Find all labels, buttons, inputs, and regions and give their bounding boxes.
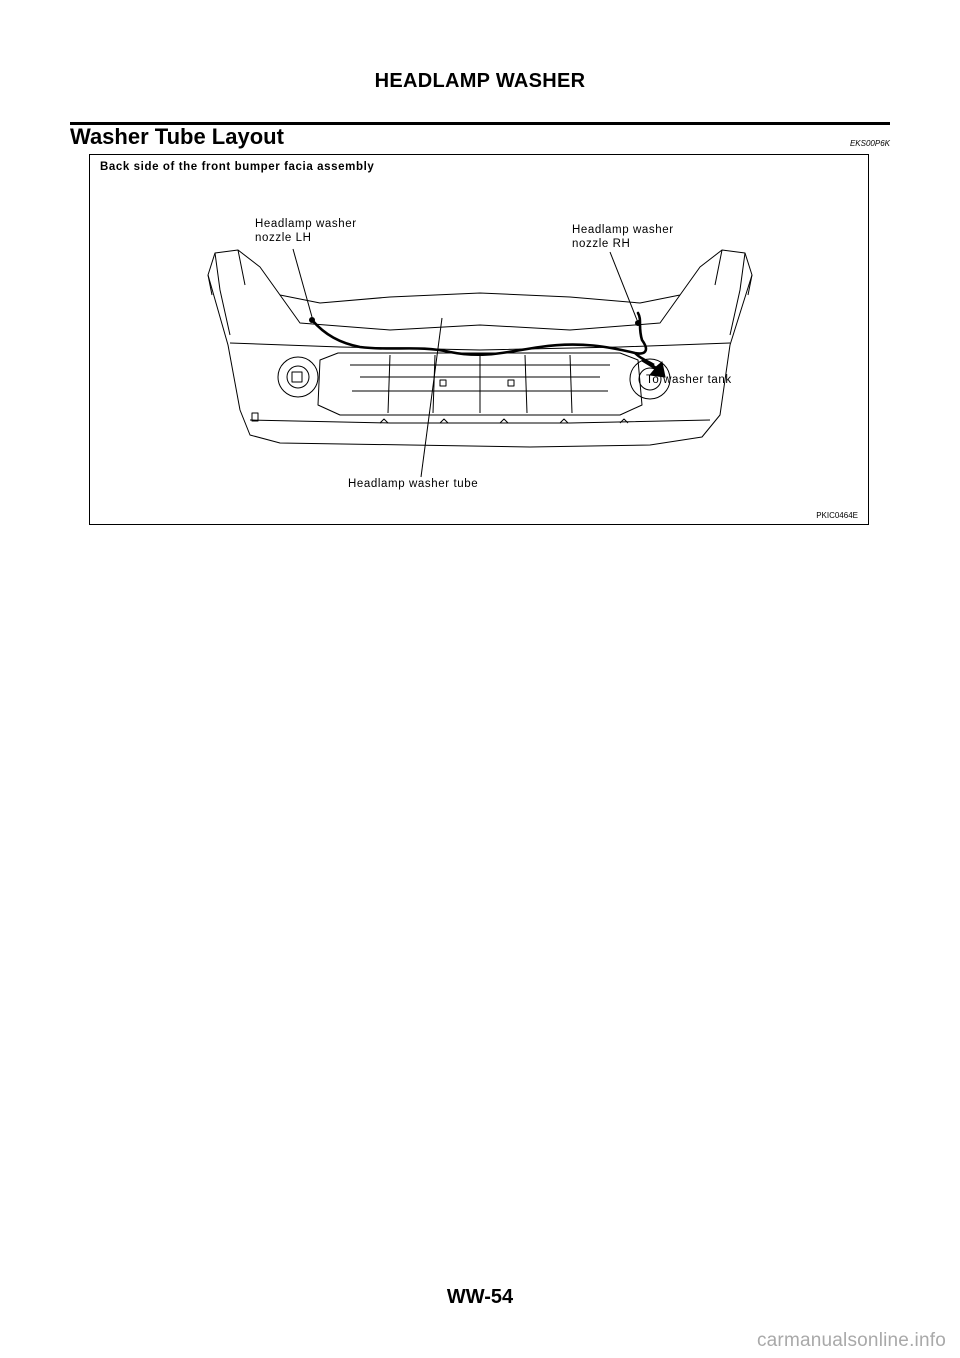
label-nozzle-rh: Headlamp washer nozzle RH	[572, 224, 674, 250]
label-washer-tank: To washer tank	[646, 374, 732, 386]
bumper-mid-line	[230, 343, 730, 350]
section-code: EKS00P6K	[849, 139, 890, 148]
section-title: Washer Tube Layout	[70, 124, 284, 149]
washer-tube	[312, 313, 646, 355]
bumper-figure	[89, 154, 869, 525]
page-number: WW-54	[446, 1286, 514, 1308]
nozzle-rh-marker	[635, 320, 641, 326]
figure-id: PKIC0464E	[816, 511, 858, 520]
leader-nozzle-rh	[610, 252, 637, 320]
label-washer-tube: Headlamp washer tube	[348, 478, 479, 490]
nozzle-lh-marker	[309, 317, 315, 323]
watermark: carmanualsonline.info	[756, 1330, 946, 1351]
page-header-title: HEADLAMP WASHER	[374, 70, 586, 92]
bumper-lower-line	[250, 420, 710, 423]
leader-nozzle-lh	[293, 249, 312, 317]
leader-tube	[421, 318, 442, 477]
bumper-top-lip	[280, 295, 680, 330]
bumper-outline	[208, 250, 752, 447]
fog-lamp-lh	[278, 357, 318, 397]
figure-caption: Back side of the front bumper facia assembly	[100, 161, 375, 173]
label-nozzle-lh: Headlamp washer nozzle LH	[255, 218, 357, 244]
bumper-drawing	[90, 155, 870, 526]
